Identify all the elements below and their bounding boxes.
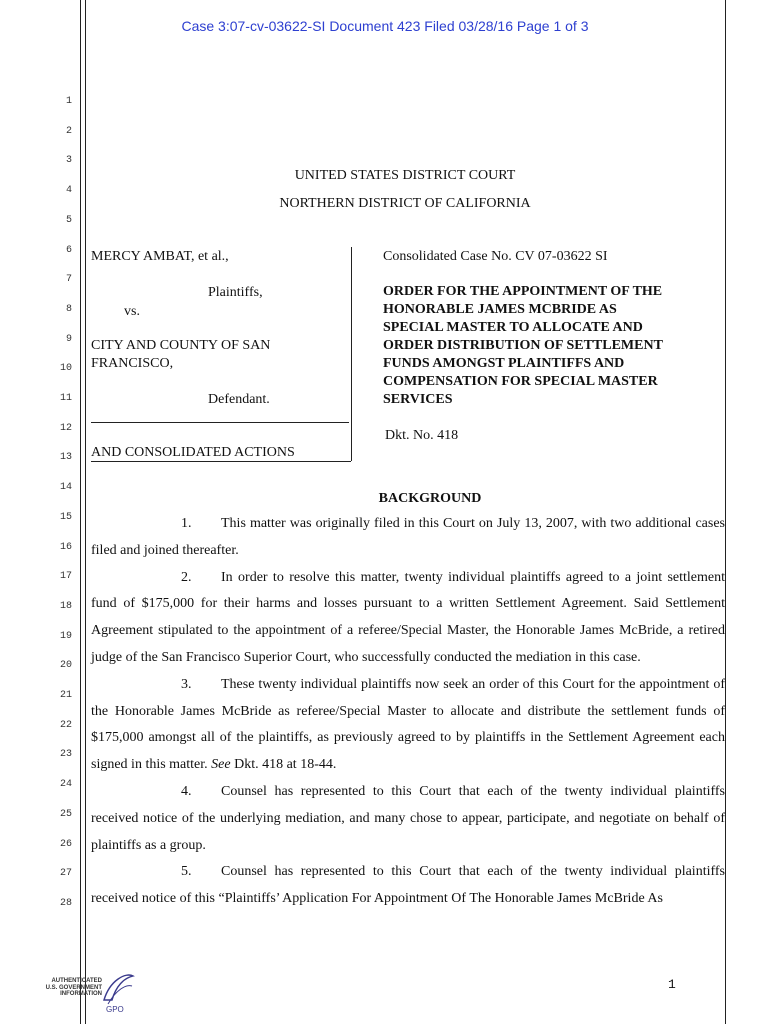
left-margin-rule-outer — [80, 0, 81, 1024]
seal-mark: GPO — [106, 1005, 124, 1014]
line-number: 6 — [65, 244, 72, 256]
paragraph-text: This matter was originally filed in this Court on July 13, 2007, with two additional cases filed and joined thereafter. — [91, 516, 725, 558]
line-number: 9 — [65, 333, 72, 345]
citation-text: Dkt. 418 at 18-44. — [230, 757, 337, 773]
line-number: 13 — [59, 452, 72, 464]
order-title — [383, 283, 663, 409]
line-number: 26 — [59, 838, 72, 850]
order-title-line: ORDER FOR THE APPOINTMENT OF THE — [383, 284, 663, 299]
paragraph-text: These twenty individual plaintiffs now seek an order of this Court for the appointment of the Honorable James McBride as referee/Special Master to allocate and distribute the settlement funds of $175,000 amongst all of the plaintiffs, as previously agreed to by plaintiffs in the Settlement Agreement each signed in this matter. — [91, 676, 725, 773]
paragraph-5 — [91, 859, 725, 913]
page-number: 1 — [668, 977, 676, 992]
caption-bottom-rule — [91, 461, 351, 462]
line-number: 18 — [59, 600, 72, 612]
ecf-header: Case 3:07-cv-03622-SI Document 423 Filed 03/28/16 Page 1 of 3 — [181, 18, 589, 34]
line-number: 2 — [65, 125, 72, 137]
order-title-line: FUNDS AMONGST PLAINTIFFS AND — [383, 356, 625, 371]
paragraph-2 — [91, 565, 725, 672]
line-number: 27 — [59, 868, 72, 880]
order-title-line: SPECIAL MASTER TO ALLOCATE AND — [383, 320, 643, 335]
right-margin-rule — [725, 0, 726, 1024]
docket-number: Dkt. No. 418 — [385, 428, 459, 443]
line-number: 19 — [59, 630, 72, 642]
seal-text: AUTHENTICATED U.S. GOVERNMENT INFORMATION — [45, 978, 102, 997]
paragraph-number: 2. — [181, 569, 192, 585]
order-title-line: HONORABLE JAMES MCBRIDE AS — [383, 302, 617, 317]
line-number: 3 — [65, 155, 72, 167]
line-number: 1 — [65, 96, 72, 107]
line-number: 15 — [59, 511, 72, 523]
line-number: 5 — [65, 214, 72, 226]
line-number: 21 — [59, 690, 72, 701]
line-number: 16 — [59, 541, 72, 553]
paragraph-text: Counsel has represented to this Court that each of the twenty individual plaintiffs received notice of the underlying mediation, and many chose to appear, participate, and negotiate on behalf of plaintiffs as a group. — [91, 783, 725, 853]
order-title-line: COMPENSATION FOR SPECIAL MASTER — [383, 374, 658, 389]
paragraph-4 — [91, 779, 725, 859]
line-number: 11 — [59, 393, 72, 404]
line-number: 14 — [59, 482, 72, 494]
line-number: 25 — [59, 808, 72, 820]
eagle-icon — [100, 970, 136, 1014]
order-title-line: SERVICES — [383, 392, 453, 407]
line-number: 10 — [59, 363, 72, 375]
plaintiff-role: Plaintiffs, — [208, 285, 263, 300]
defendant-role: Defendant. — [208, 392, 270, 407]
defendant-name-line2: FRANCISCO, — [91, 356, 174, 371]
line-number: 23 — [59, 749, 72, 761]
body-paragraphs — [91, 511, 725, 913]
paragraph-number: 4. — [181, 783, 192, 799]
paragraph-number: 1. — [181, 516, 192, 531]
paragraph-text: In order to resolve this matter, twenty individual plaintiffs agreed to a joint settlement fund of $175,000 for their harms and losses pursuant to a written Settlement Agreement. Said Settlement Agreement stipulated to the appointment of a referee/Special Master, the Honorable James McBride, a retired judge of the San Francisco Superior Court, who successfully conducted the mediation in this case. — [91, 569, 725, 665]
paragraph-number: 3. — [181, 676, 192, 692]
line-number: 22 — [59, 719, 72, 731]
line-number: 8 — [65, 303, 72, 315]
line-number: 20 — [59, 660, 72, 672]
versus: vs. — [124, 304, 140, 319]
court-name: UNITED STATES DISTRICT COURT — [294, 168, 516, 183]
caption-divider — [91, 422, 349, 423]
paragraph-1 — [91, 511, 725, 565]
case-number: Consolidated Case No. CV 07-03622 SI — [383, 249, 608, 264]
line-number: 4 — [65, 185, 72, 197]
paragraph-3 — [91, 672, 725, 779]
defendant-name-line1: CITY AND COUNTY OF SAN — [91, 338, 271, 353]
line-number: 7 — [65, 274, 72, 286]
line-number: 12 — [59, 422, 72, 434]
paragraph-number: 5. — [181, 864, 192, 880]
left-margin-rule-inner — [85, 0, 86, 1024]
section-heading: BACKGROUND — [378, 491, 482, 506]
order-title-line: ORDER DISTRIBUTION OF SETTLEMENT — [383, 338, 663, 353]
consolidated-actions: AND CONSOLIDATED ACTIONS — [91, 445, 295, 460]
gpo-authentication-seal — [38, 970, 138, 1014]
court-district: NORTHERN DISTRICT OF CALIFORNIA — [279, 196, 531, 211]
plaintiff-name: MERCY AMBAT, et al., — [91, 249, 229, 264]
citation-signal: See — [211, 757, 231, 773]
caption-vertical-rule — [351, 247, 352, 461]
line-number: 24 — [59, 779, 72, 791]
paragraph-text: Counsel has represented to this Court that each of the twenty individual plaintiffs received notice of this “Plaintiffs’ Application For Appointment Of The Honorable James McBride As — [91, 864, 725, 907]
line-number: 17 — [59, 571, 72, 583]
line-number: 28 — [59, 897, 72, 909]
